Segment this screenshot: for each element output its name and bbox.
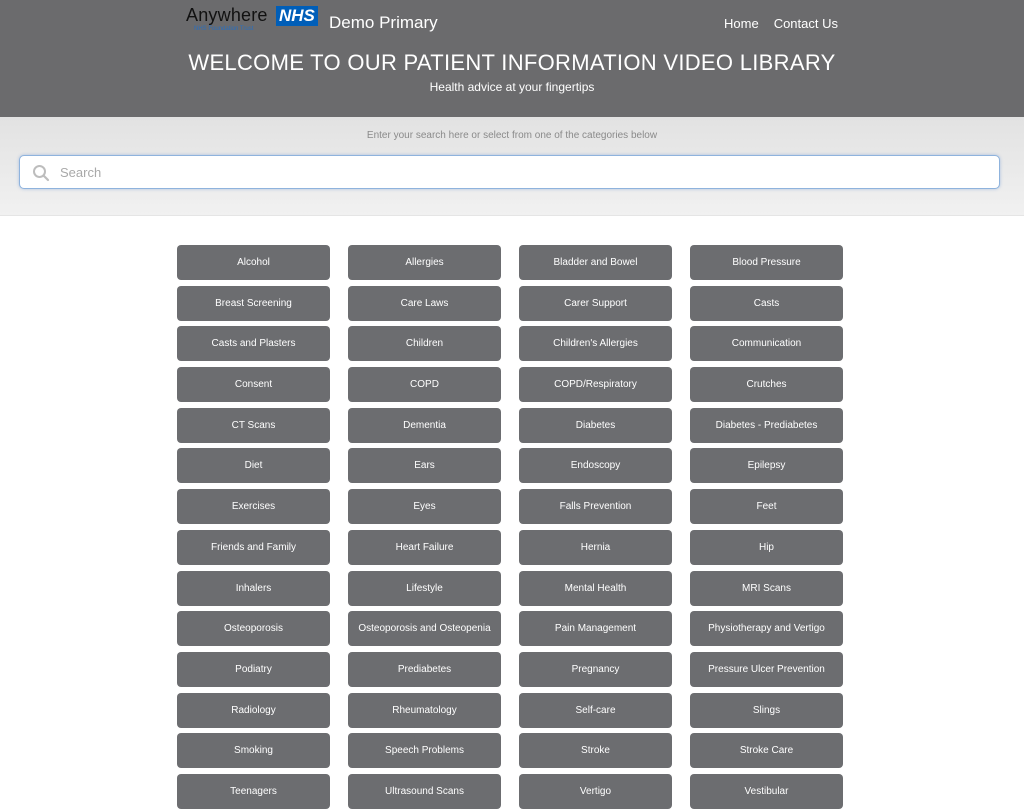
category-button-heart-failure[interactable]: Heart Failure [348,530,501,565]
category-button-rheumatology[interactable]: Rheumatology [348,693,501,728]
category-button-blood-pressure[interactable]: Blood Pressure [690,245,843,280]
trust-logo[interactable] [186,5,321,35]
category-button-podiatry[interactable]: Podiatry [177,652,330,687]
site-header [0,0,1024,117]
category-button-lifestyle[interactable]: Lifestyle [348,571,501,606]
category-button-teenagers[interactable]: Teenagers [177,774,330,809]
category-button-breast-screening[interactable]: Breast Screening [177,286,330,321]
category-button-epilepsy[interactable]: Epilepsy [690,448,843,483]
category-button-carer-support[interactable]: Carer Support [519,286,672,321]
category-button-diabetes-prediabetes[interactable]: Diabetes - Prediabetes [690,408,843,443]
category-button-speech-problems[interactable]: Speech Problems [348,733,501,768]
category-button-consent[interactable]: Consent [177,367,330,402]
page-subtitle: Health advice at your fingertips [429,80,595,94]
category-button-exercises[interactable]: Exercises [177,489,330,524]
category-button-hernia[interactable]: Hernia [519,530,672,565]
category-button-endoscopy[interactable]: Endoscopy [519,448,672,483]
category-button-inhalers[interactable]: Inhalers [177,571,330,606]
search-section [0,117,1024,216]
category-button-friends-and-family[interactable]: Friends and Family [177,530,330,565]
category-button-falls-prevention[interactable]: Falls Prevention [519,489,672,524]
category-button-mri-scans[interactable]: MRI Scans [690,571,843,606]
category-button-dementia[interactable]: Dementia [348,408,501,443]
category-button-casts[interactable]: Casts [690,286,843,321]
category-button-bladder-and-bowel[interactable]: Bladder and Bowel [519,245,672,280]
category-button-osteoporosis[interactable]: Osteoporosis [177,611,330,646]
search-hint: Enter your search here or select from one of the categories below [366,130,658,141]
category-button-self-care[interactable]: Self-care [519,693,672,728]
category-button-vestibular[interactable]: Vestibular [690,774,843,809]
category-button-pain-management[interactable]: Pain Management [519,611,672,646]
category-button-ultrasound-scans[interactable]: Ultrasound Scans [348,774,501,809]
category-button-diabetes[interactable]: Diabetes [519,408,672,443]
category-button-communication[interactable]: Communication [690,326,843,361]
category-button-prediabetes[interactable]: Prediabetes [348,652,501,687]
search-box[interactable] [19,155,1000,189]
category-button-eyes[interactable]: Eyes [348,489,501,524]
category-button-slings[interactable]: Slings [690,693,843,728]
category-button-feet[interactable]: Feet [690,489,843,524]
category-button-hip[interactable]: Hip [690,530,843,565]
category-button-copd[interactable]: COPD [348,367,501,402]
category-button-vertigo[interactable]: Vertigo [519,774,672,809]
category-button-allergies[interactable]: Allergies [348,245,501,280]
category-button-children-s-allergies[interactable]: Children's Allergies [519,326,672,361]
category-button-mental-health[interactable]: Mental Health [519,571,672,606]
site-name: Demo Primary [329,13,438,32]
nav-contact-link[interactable]: Contact Us [773,16,838,31]
main-nav [724,16,838,31]
search-input[interactable] [60,157,990,187]
category-grid [177,245,843,809]
category-button-children[interactable]: Children [348,326,501,361]
category-button-copd-respiratory[interactable]: COPD/Respiratory [519,367,672,402]
search-icon [32,164,50,182]
category-button-ears[interactable]: Ears [348,448,501,483]
category-button-crutches[interactable]: Crutches [690,367,843,402]
category-button-osteoporosis-and-osteopenia[interactable]: Osteoporosis and Osteopenia [348,611,501,646]
category-button-ct-scans[interactable]: CT Scans [177,408,330,443]
category-button-radiology[interactable]: Radiology [177,693,330,728]
nhs-logo-badge: NHS [276,6,318,26]
nav-home-link[interactable]: Home [724,16,759,31]
logo-subtitle: NHS Foundation Trust [194,26,254,32]
category-button-physiotherapy-and-vertigo[interactable]: Physiotherapy and Vertigo [690,611,843,646]
category-button-diet[interactable]: Diet [177,448,330,483]
category-button-care-laws[interactable]: Care Laws [348,286,501,321]
logo-wordmark: Anywhere [186,5,268,25]
category-button-smoking[interactable]: Smoking [177,733,330,768]
category-button-pregnancy[interactable]: Pregnancy [519,652,672,687]
page-title: WELCOME TO OUR PATIENT INFORMATION VIDEO LIBRARY [188,50,836,75]
category-button-pressure-ulcer-prevention[interactable]: Pressure Ulcer Prevention [690,652,843,687]
category-button-stroke-care[interactable]: Stroke Care [690,733,843,768]
category-button-alcohol[interactable]: Alcohol [177,245,330,280]
category-button-stroke[interactable]: Stroke [519,733,672,768]
category-button-casts-and-plasters[interactable]: Casts and Plasters [177,326,330,361]
